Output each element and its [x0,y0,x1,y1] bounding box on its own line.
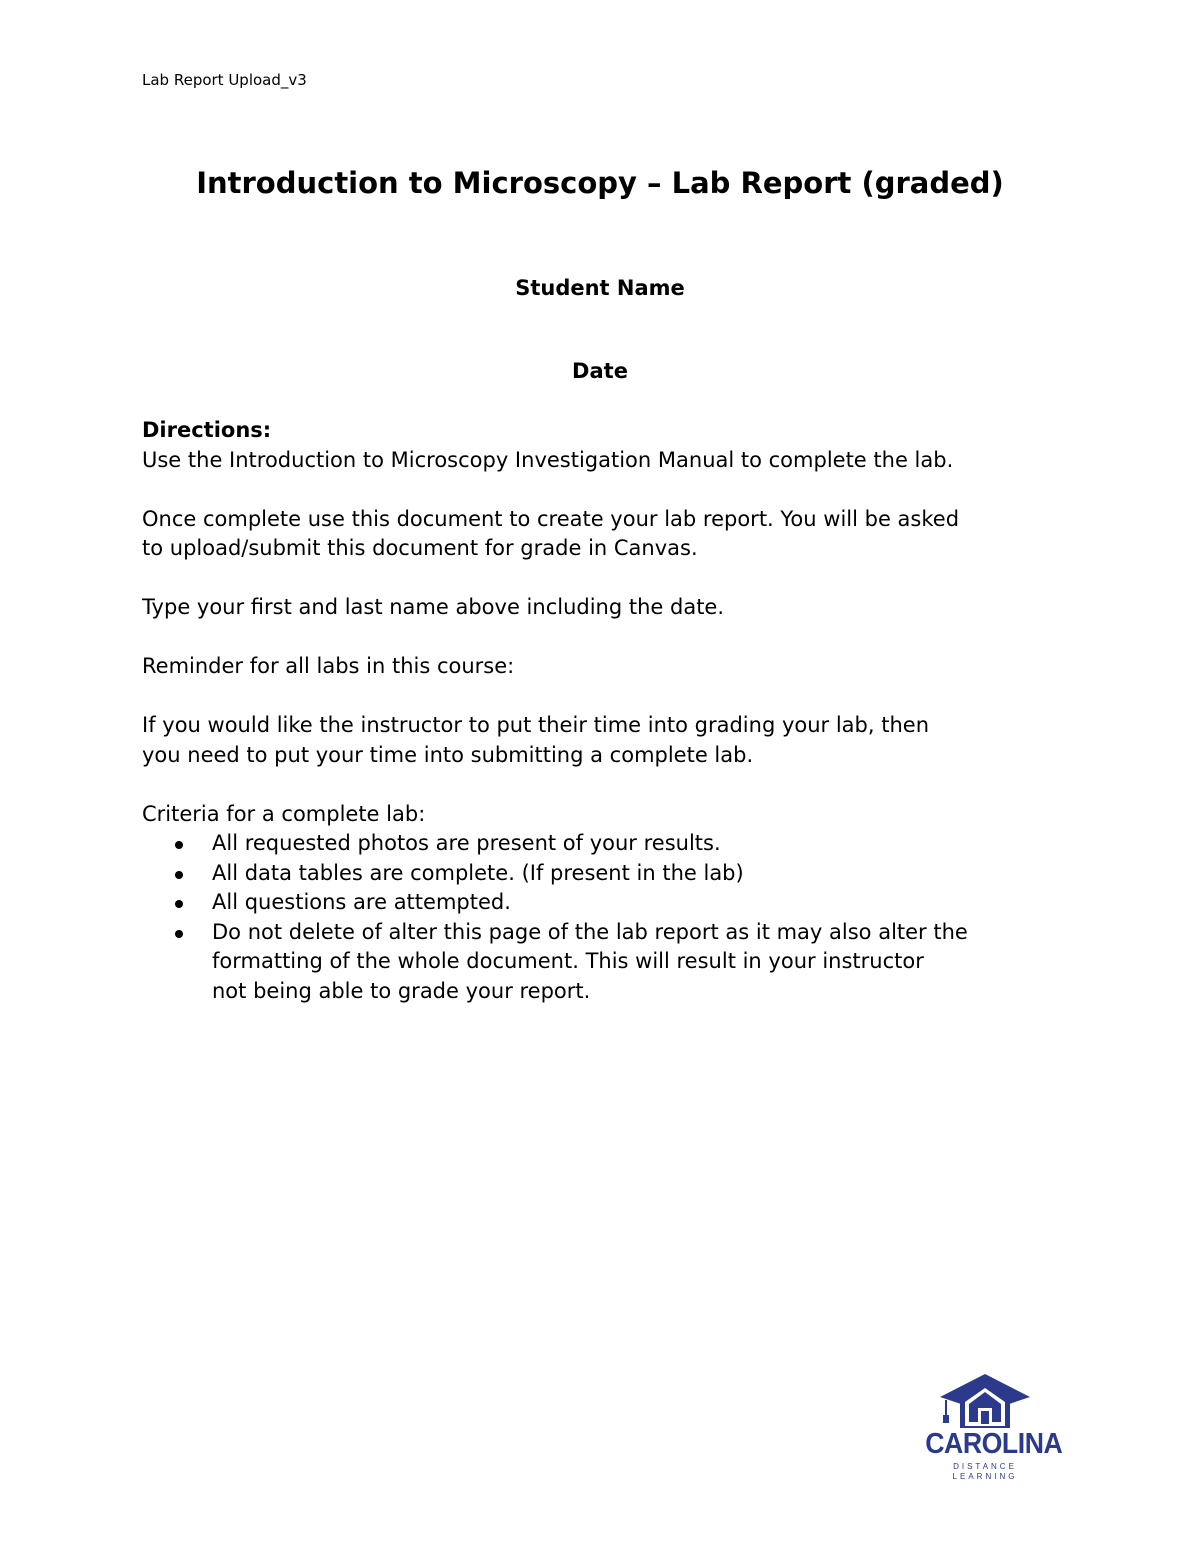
directions-line: Reminder for all labs in this course: [142,654,515,678]
document-header: Lab Report Upload_v3 [142,71,307,89]
directions-line: Use the Introduction to Microscopy Investigation Manual to complete the lab. [142,447,954,472]
directions-line: you need to put your time into submitting a complete lab. [142,742,754,767]
directions-heading: Directions: [142,418,272,442]
directions-line: Type your first and last name above including the date. [142,595,725,619]
bullet-icon [175,900,183,908]
directions-line: Once complete use this document to create your lab report. You will be asked [142,506,960,531]
criteria-heading: Criteria for a complete lab: [142,801,426,826]
graduation-cap-house-icon [920,1370,1050,1432]
date-field: Date [572,359,628,383]
list-item: All questions are attempted. [142,888,1072,918]
document-title: Introduction to Microscopy – Lab Report (graded) [196,166,1004,200]
list-item: Do not delete of alter this page of the lab report as it may also alter the formatting of the whole document. This will result in your instructor not being able to grade your report. [142,918,1072,1007]
bullet-icon [175,930,183,938]
carolina-logo [920,1370,1063,1481]
logo-subtitle: DISTANCE LEARNING [952,1462,1018,1481]
list-item: All data tables are complete. (If present in the lab) [142,859,1072,889]
directions-section [142,416,1072,1006]
directions-line: If you would like the instructor to put their time into grading your lab, then [142,713,930,737]
bullet-icon [175,871,183,879]
directions-line: to upload/submit this document for grade in Canvas. [142,536,698,560]
bullet-icon [175,841,183,849]
criteria-list [142,829,1072,1006]
list-item: All requested photos are present of your results. [142,829,1072,859]
student-name-field: Student Name [515,276,685,300]
logo-wordmark: CAROLINA [925,1428,1063,1460]
